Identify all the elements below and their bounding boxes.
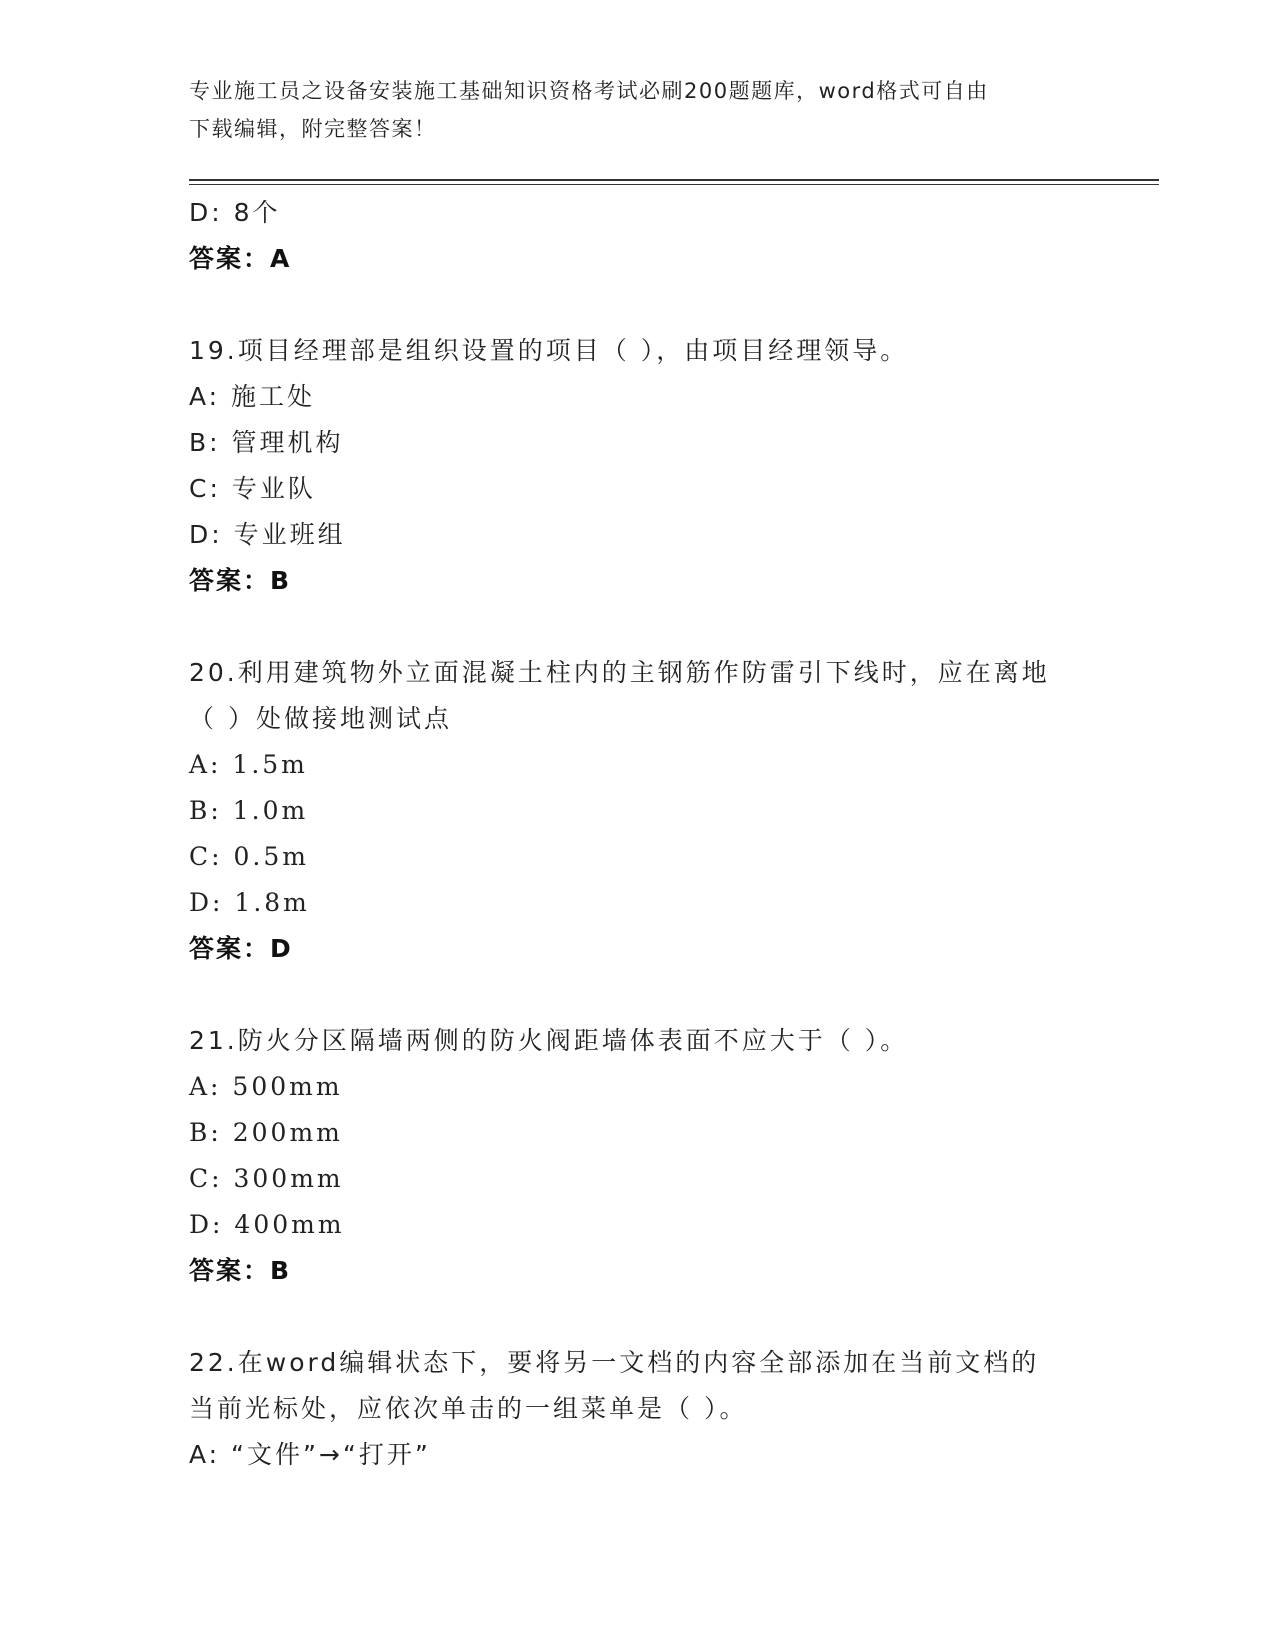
q20-option-c: C: 0.5m xyxy=(189,842,309,871)
q19-option-a: A: 施工处 xyxy=(189,382,316,411)
q20-answer: 答案：D xyxy=(189,934,293,963)
header-title-line-2: 下载编辑，附完整答案！ xyxy=(189,117,437,141)
q21-option-a: A: 500mm xyxy=(189,1072,343,1101)
prev-answer: 答案：A xyxy=(189,244,292,273)
q21-option-d: D: 400mm xyxy=(189,1210,345,1239)
spacer xyxy=(189,282,1089,328)
q21-stem: 21.防火分区隔墙两侧的防火阀距墙体表面不应大于（ ）。 xyxy=(189,1026,909,1055)
q22-option-a: A: “文件”→“打开” xyxy=(189,1440,431,1469)
q20-option-d: D: 1.8m xyxy=(189,888,310,917)
q22-stem-line-1: 22.在word编辑状态下，要将另一文档的内容全部添加在当前文档的 xyxy=(189,1348,1040,1377)
page-header xyxy=(189,72,1089,148)
spacer xyxy=(189,604,1089,650)
spacer xyxy=(189,1294,1089,1340)
prev-option-d: D: 8个 xyxy=(189,198,281,227)
header-divider-thick xyxy=(189,179,1159,181)
header-title-line-1: 专业施工员之设备安装施工基础知识资格考试必刷200题题库，word格式可自由 xyxy=(189,79,989,103)
q19-option-b: B: 管理机构 xyxy=(189,428,344,457)
spacer xyxy=(189,972,1089,1018)
q22-stem-line-2: 当前光标处，应依次单击的一组菜单是（ ）。 xyxy=(189,1394,748,1423)
q20-stem-line-2: （ ）处做接地测试点 xyxy=(189,704,452,733)
question-list xyxy=(189,190,1089,1478)
q19-answer: 答案：B xyxy=(189,566,292,595)
q20-option-a: A: 1.5m xyxy=(189,750,308,779)
header-divider-thin xyxy=(189,184,1159,185)
q21-answer: 答案：B xyxy=(189,1256,292,1285)
q19-option-d: D: 专业班组 xyxy=(189,520,346,549)
q21-option-b: B: 200mm xyxy=(189,1118,343,1147)
q21-option-c: C: 300mm xyxy=(189,1164,344,1193)
q20-option-b: B: 1.0m xyxy=(189,796,309,825)
q19-option-c: C: 专业队 xyxy=(189,474,316,503)
q19-stem: 19.项目经理部是组织设置的项目（ ），由项目经理领导。 xyxy=(189,336,909,365)
q20-stem-line-1: 20.利用建筑物外立面混凝土柱内的主钢筋作防雷引下线时，应在离地 xyxy=(189,658,1050,687)
